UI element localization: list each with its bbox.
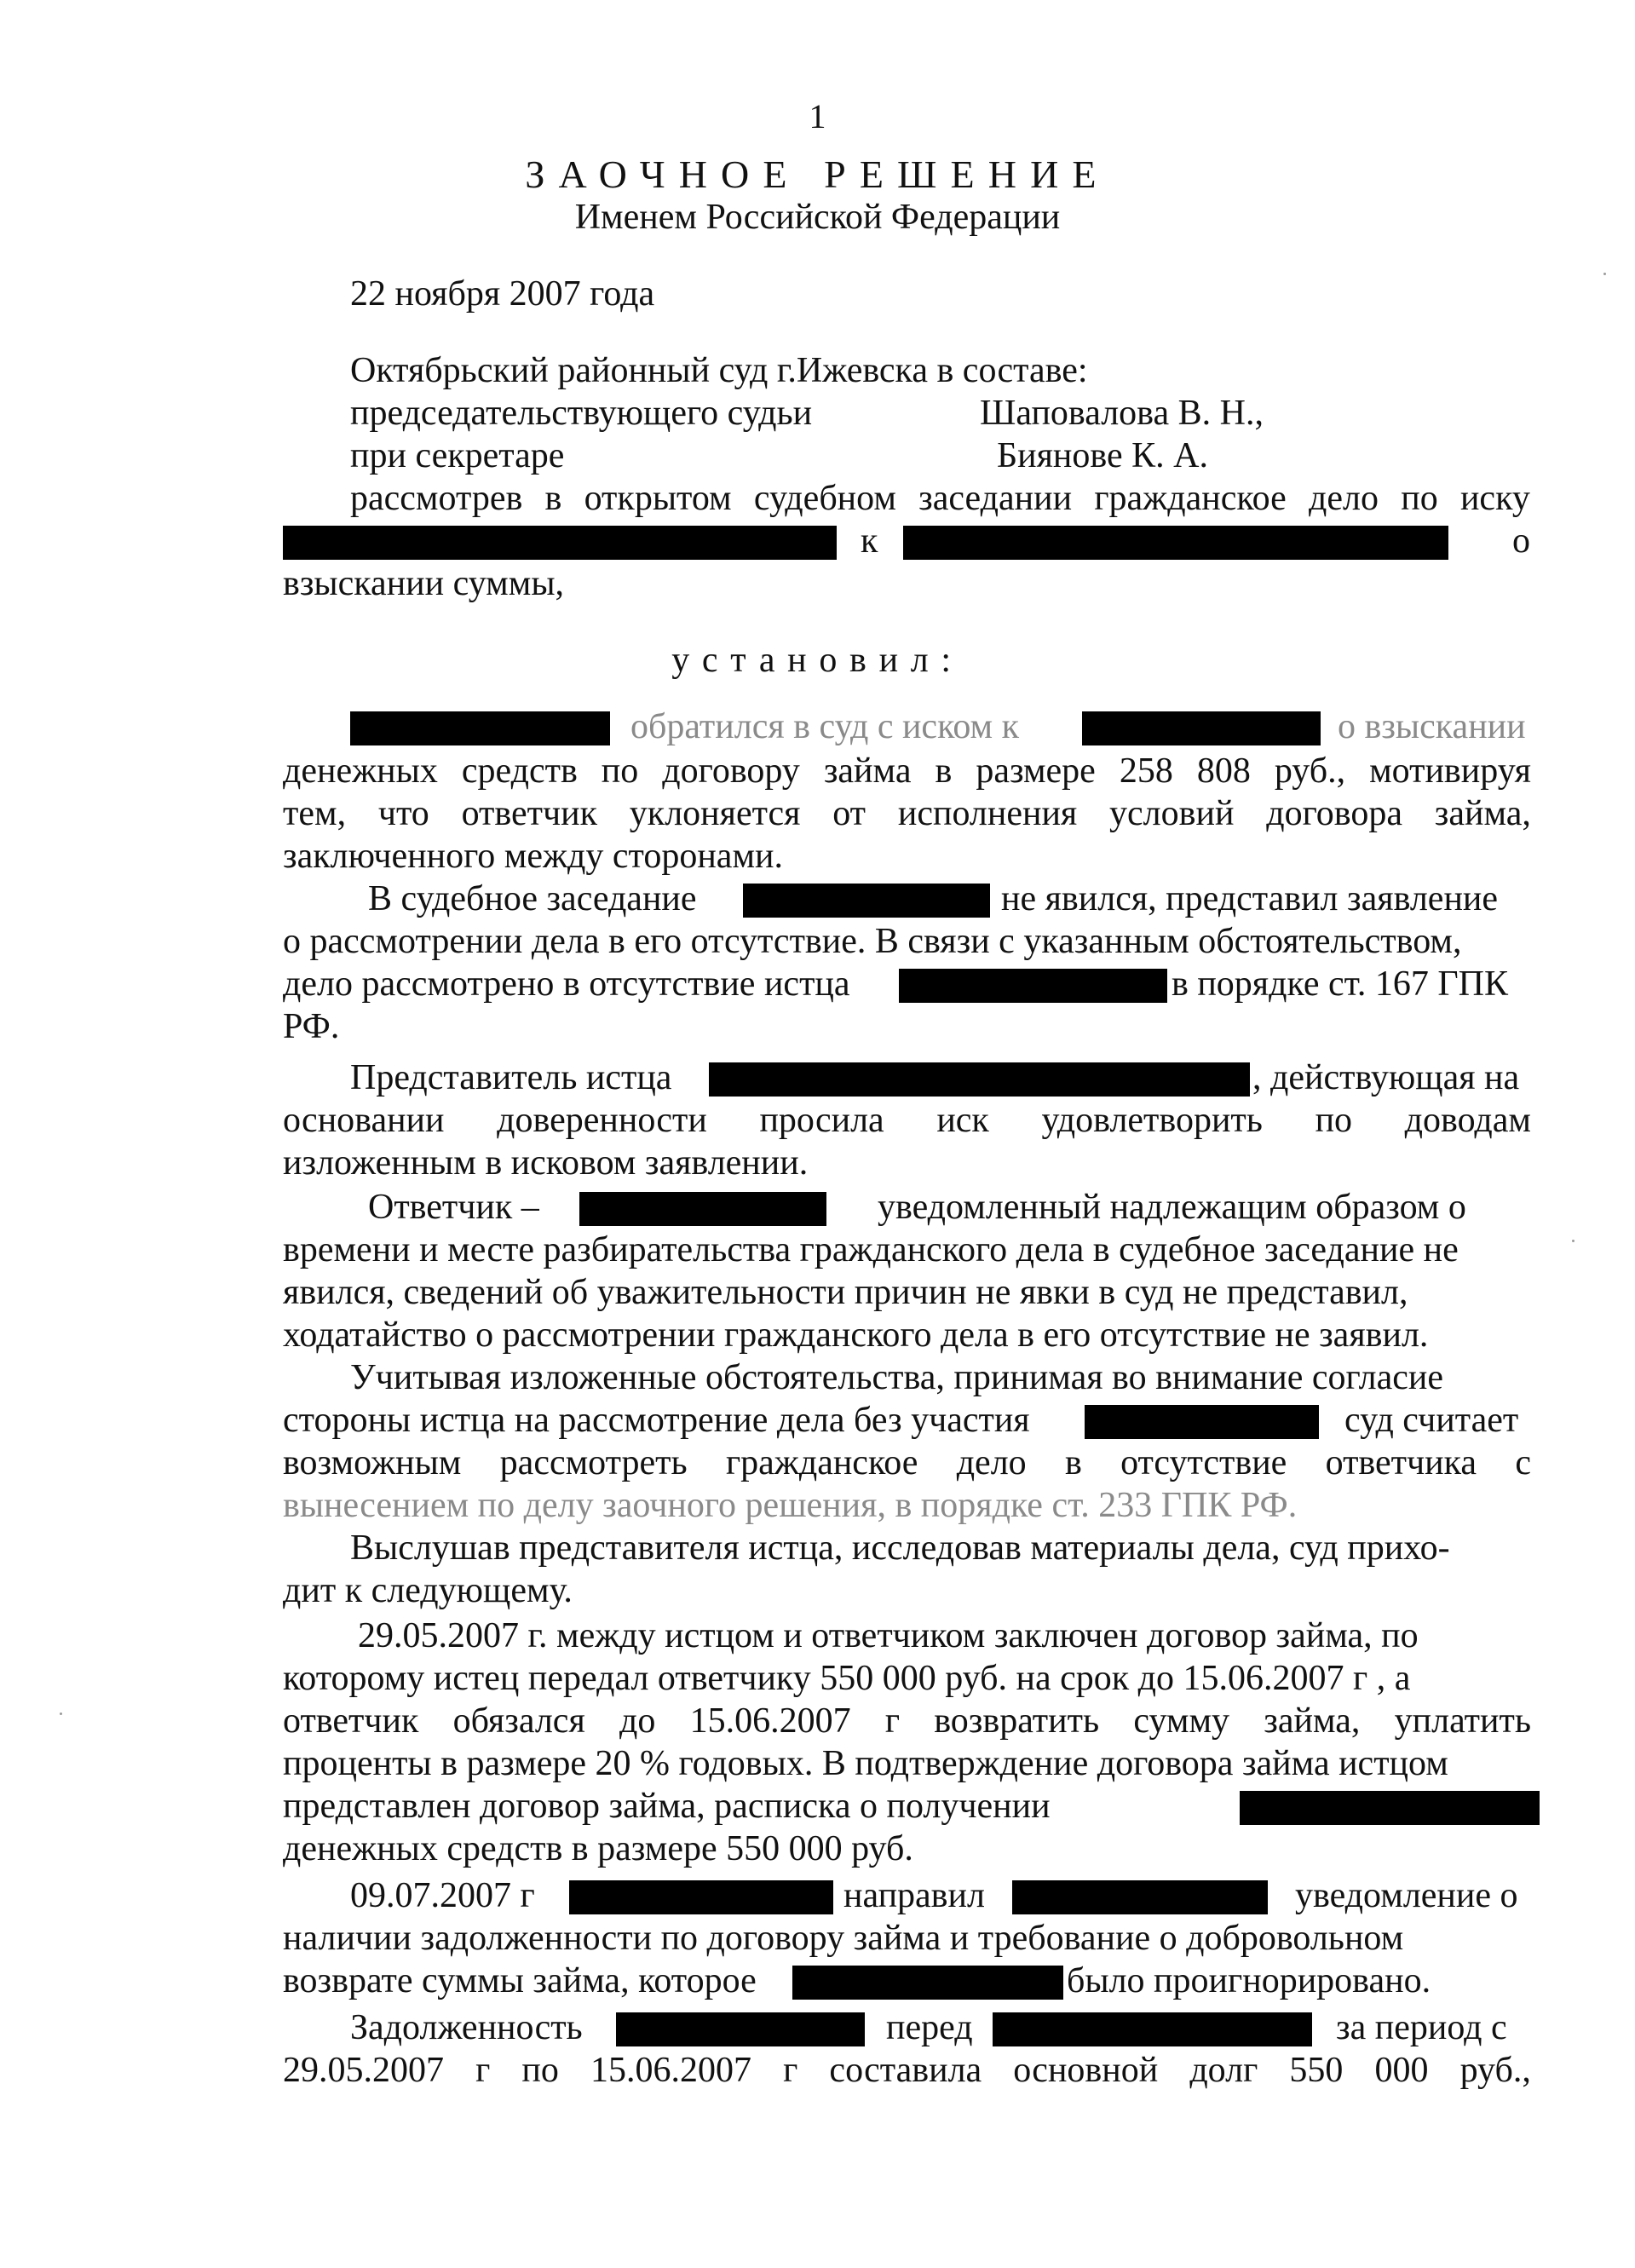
word: мотивируя [1369,751,1531,791]
p1-text-2 [283,750,1531,792]
redaction-bar [569,1880,833,1914]
word: гражданское [725,1443,918,1482]
intro-text-3: взыскании суммы, [283,564,565,603]
secretary-name: Биянове К. А. [997,436,1208,475]
p9-line-2 [283,2049,1531,2092]
word: руб., [1459,2051,1531,2090]
redaction-bar [709,1062,1250,1097]
p9-text-2 [283,2049,1531,2092]
intro-o: о [1512,521,1530,561]
word: исполнения [897,794,1078,833]
word: по [1315,1101,1353,1140]
word: сумму [1133,1701,1230,1741]
word: 000 [1374,2051,1429,2090]
word: уклоняется [629,794,801,833]
word: ответчик [461,794,597,833]
p7-line-3 [283,1700,1531,1742]
word: по [1401,479,1438,518]
scan-speck [1572,1240,1575,1242]
word: размере [976,751,1096,791]
document-subtitle: Именем Российской Федерации [574,198,1061,237]
p6-text-2: дит к следующему. [283,1571,573,1610]
p5-text-1: Учитывая изложенные обстоятельства, принимая во внимание согласие [350,1358,1444,1397]
word: составила [829,2051,982,2090]
word: 258 [1119,751,1173,791]
p5-line-3 [283,1442,1531,1484]
p1-text-4: заключенного между сторонами. [283,837,783,876]
p8-text-3b: было проигнорировано. [1067,1961,1431,2000]
p5-text-2b: суд считает [1344,1401,1519,1440]
p3-text-1a: Представитель истца [350,1058,672,1097]
word: основной [1013,2051,1159,2090]
p6-text-1: Выслушав представителя истца, исследовав материалы дела, суд прихо- [350,1528,1450,1568]
word: судебном [753,479,896,518]
word: денежных [283,751,438,791]
word: до [619,1701,656,1741]
word: в [544,479,562,518]
redaction-bar [579,1192,826,1226]
judge-role: председательствующего судьи [350,394,813,433]
word: 550 [1289,2051,1344,2090]
word: дело [1309,479,1379,518]
p4-text-2: времени и месте разбирательства гражданского дела в судебное заседание не [283,1230,1459,1269]
p1-text-1b: о взыскании [1338,707,1526,746]
secretary-role: при секретаре [350,436,565,475]
word: займа, [1434,794,1531,833]
redaction-bar [1082,711,1321,745]
word: рассмотрев [350,479,523,518]
redaction-bar [1085,1405,1319,1439]
redaction-bar [993,2012,1312,2046]
p2-text-4: РФ. [283,1007,340,1046]
word: г [783,2051,798,2090]
p1-line-3 [283,792,1531,835]
word: договору [662,751,800,791]
p4-text-3: явился, сведений об уважительности причин не явки в суд не представил, [283,1273,1408,1312]
p1-text-3 [283,792,1531,835]
p5-text-3 [283,1442,1531,1484]
word: условий [1109,794,1235,833]
intro-text-1 [350,477,1530,520]
p5-text-4: вынесением по делу заочного решения, в порядке ст. 233 ГПК РФ. [283,1486,1298,1525]
p2-text-3a: дело рассмотрено в отсутствие истца [283,964,850,1004]
word: займа [823,751,912,791]
word: в [935,751,953,791]
p7-text-2: которому истец передал ответчику 550 000 руб. на срок до 15.06.2007 г , а [283,1659,1411,1698]
redaction-bar [616,2012,865,2046]
word: что [377,794,429,833]
word: ответчик [283,1701,419,1741]
word: открытом [584,479,732,518]
word: руб., [1274,751,1346,791]
p2-text-1b: не явился, представил заявление [1001,879,1499,918]
word: г [475,2051,491,2090]
p7-text-5: представлен договор займа, расписка о получении [283,1787,1051,1826]
redaction-bar [792,1966,1063,2000]
word: рассмотреть [499,1443,688,1482]
p7-text-3 [283,1700,1531,1742]
p8-text-1c: уведомление о [1295,1876,1518,1915]
word: возможным [283,1443,462,1482]
p3-text-2 [283,1099,1531,1142]
p9-text-1c: за период с [1336,2008,1507,2047]
p9-text-1a: Задолженность [350,2008,583,2047]
redaction-bar [283,526,837,560]
word: с [1515,1443,1531,1482]
word: заседании [918,479,1073,518]
p7-text-4: проценты в размере 20 % годовых. В подтверждение договора займа истцом [283,1744,1448,1783]
word: в [1064,1443,1082,1482]
p4-text-1a: Ответчик – [368,1188,539,1227]
word: тем, [283,794,347,833]
intro-line-1 [350,477,1530,520]
judge-name: Шаповалова В. Н., [980,394,1264,433]
p8-text-1a: 09.07.2007 г [350,1876,535,1915]
word: уплатить [1394,1701,1531,1741]
word: по [601,751,639,791]
p3-text-3: изложенным в исковом заявлении. [283,1143,809,1183]
word: средств [461,751,578,791]
p3-line-2 [283,1099,1531,1142]
word: обязался [452,1701,585,1741]
word: отсутствие [1120,1443,1287,1482]
p2-text-1a: В судебное заседание [368,879,697,918]
p8-text-2: наличии задолженности по договору займа и требование о добровольном [283,1919,1404,1958]
word: доводам [1404,1101,1531,1140]
page-number: 1 [809,97,826,135]
redaction-bar [350,711,610,745]
word: основании [283,1101,445,1140]
word: договора [1266,794,1402,833]
word: дело [956,1443,1027,1482]
word: просила [759,1101,884,1140]
p4-text-1b: уведомленный надлежащим образом о [878,1188,1466,1227]
word: удовлетворить [1041,1101,1263,1140]
word: 15.06.2007 [590,2051,751,2090]
p8-text-3a: возврате суммы займа, которое [283,1961,757,2000]
word: 15.06.2007 [689,1701,851,1741]
word: возвратить [934,1701,1100,1741]
word: займа, [1264,1701,1361,1741]
intro-k: к [861,521,878,561]
p5-text-2a: стороны истца на рассмотрение дела без участия [283,1401,1030,1440]
p1-line-2 [283,750,1531,792]
p8-text-1b: направил [843,1876,985,1915]
p7-text-1: 29.05.2007 г. между истцом и ответчиком заключен договор займа, по [358,1616,1419,1655]
word: ответчика [1325,1443,1477,1482]
redaction-bar [743,884,990,918]
word: от [832,794,866,833]
p1-text-1a: обратился в суд с иском к [630,707,1020,746]
p2-text-2: о рассмотрении дела в его отсутствие. В связи с указанным обстоятельством, [283,922,1462,961]
redaction-bar [903,526,1448,560]
word: г [884,1701,901,1741]
scan-speck [1603,273,1606,275]
p4-text-4: ходатайство о рассмотрении гражданского дела в его отсутствие не заявил. [283,1315,1429,1355]
redaction-bar [1012,1880,1268,1914]
p3-text-1b: , действующая на [1252,1058,1520,1097]
word: 29.05.2007 [283,2051,444,2090]
court-line: Октябрьский районный суд г.Ижевска в составе: [350,351,1088,390]
section-heading: установил: [671,641,964,680]
p9-text-1b: перед [886,2008,973,2047]
word: 808 [1196,751,1251,791]
scan-speck [60,1713,62,1715]
word: доверенности [497,1101,707,1140]
word: гражданское [1094,479,1287,518]
word: иск [936,1101,989,1140]
word: иску [1459,479,1530,518]
redaction-bar [1240,1791,1540,1825]
redaction-bar [899,969,1167,1003]
document-title: ЗАОЧНОЕ РЕШЕНИЕ [525,153,1110,196]
p7-text-6: денежных средств в размере 550 000 руб. [283,1829,913,1868]
word: долг [1189,2051,1258,2090]
word: по [521,2051,559,2090]
decision-date: 22 ноября 2007 года [350,274,655,314]
p2-text-3b: в порядке ст. 167 ГПК [1172,964,1508,1004]
